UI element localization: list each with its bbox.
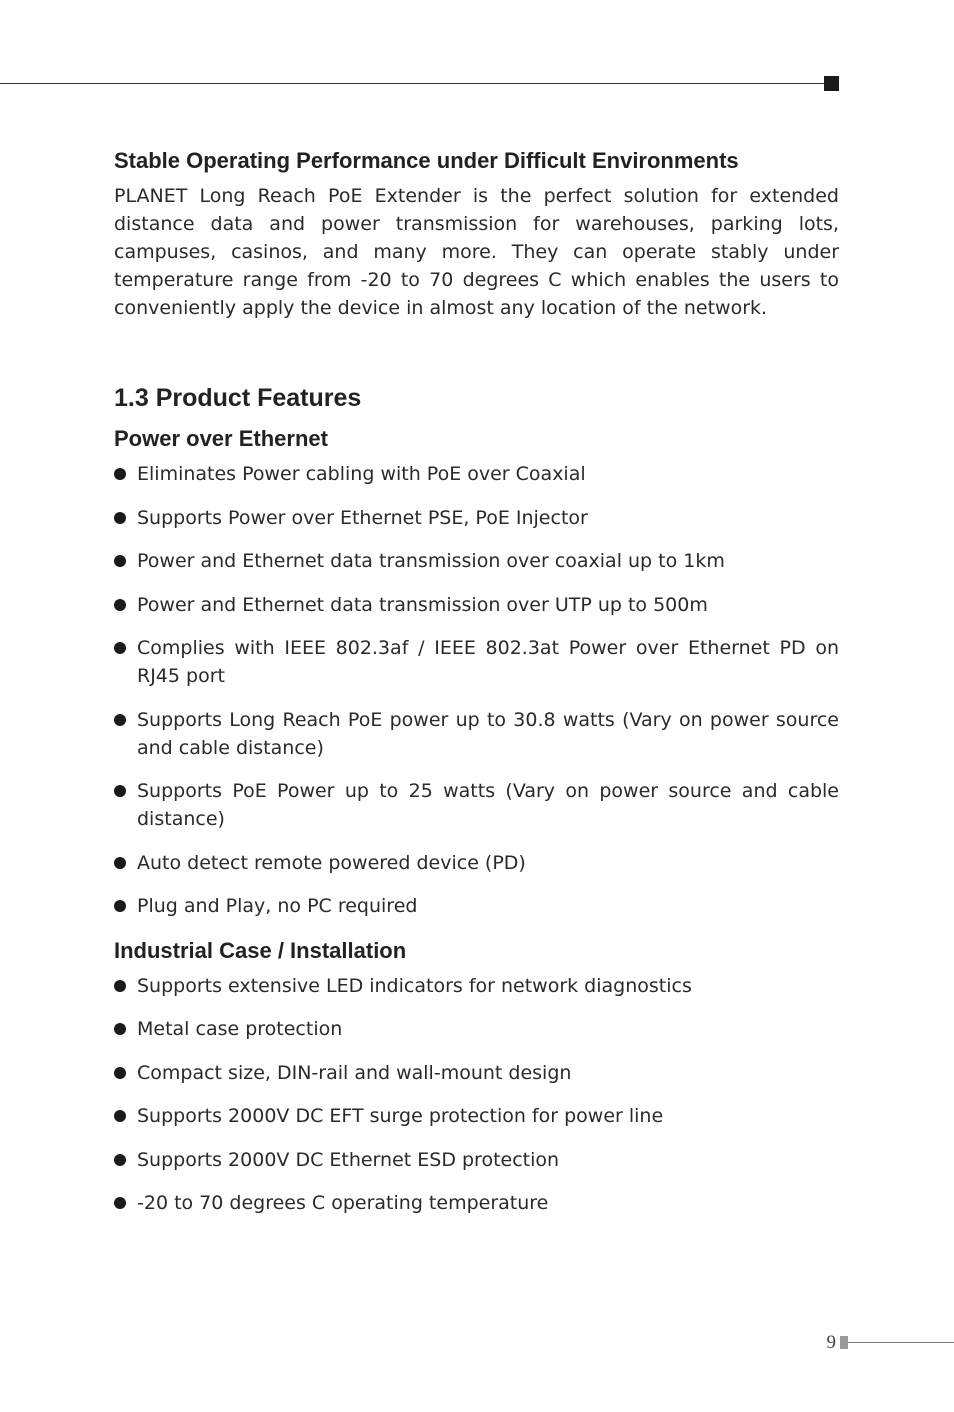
list-item-text: Supports Power over Ethernet PSE, PoE Injector (137, 506, 588, 529)
list-item (114, 892, 839, 920)
list-item (114, 849, 839, 877)
stable-performance-heading: Stable Operating Performance under Difficult Environments (114, 148, 739, 173)
footer-rule (848, 1342, 954, 1343)
list-item-text: Supports Long Reach PoE power up to 30.8 watts (Vary on power source and cable distance) (137, 708, 839, 759)
list-item (114, 460, 839, 488)
bullet-icon (114, 900, 126, 912)
list-item-text: -20 to 70 degrees C operating temperature (137, 1192, 549, 1214)
list-item (114, 777, 839, 833)
list-item (114, 706, 839, 762)
list-item (114, 972, 839, 1000)
list-item-text: Complies with IEEE 802.3af / IEEE 802.3at Power over Ethernet PD on RJ45 port (137, 637, 839, 687)
bullet-icon (114, 714, 126, 726)
bullet-icon (114, 512, 126, 524)
stable-performance-paragraph: PLANET Long Reach PoE Extender is the perfect solution for extended distance data and power transmission for warehouses, parking lots, campuses, casinos, and many more. They can operate stably under temperature range from -20 to 70 degrees C which enables the users to conveniently apply the device in almost any location of the network. (114, 185, 839, 319)
industrial-heading: Industrial Case / Installation (114, 937, 407, 963)
list-item-text: Power and Ethernet data transmission over coaxial up to 1km (137, 550, 725, 572)
bullet-icon (114, 642, 126, 654)
poe-feature-list (114, 460, 839, 920)
list-item-text: Supports 2000V DC Ethernet ESD protection (137, 1148, 560, 1171)
header-square-marker (824, 76, 839, 91)
list-item (114, 1146, 839, 1174)
header-rule (0, 83, 824, 84)
list-item (114, 1015, 839, 1043)
list-item (114, 1102, 839, 1130)
list-item-text: Supports extensive LED indicators for network diagnostics (137, 974, 692, 997)
page-number: 9 (826, 1332, 836, 1353)
list-item-text: Compact size, DIN-rail and wall-mount design (137, 1061, 572, 1084)
bullet-icon (114, 1023, 126, 1035)
page-content (114, 146, 839, 1233)
bullet-icon (114, 785, 126, 797)
list-item (114, 634, 839, 690)
list-item-text: Eliminates Power cabling with PoE over Coaxial (137, 463, 586, 485)
bullet-icon (114, 857, 126, 869)
bullet-icon (114, 468, 126, 480)
bullet-icon (114, 1197, 126, 1209)
bullet-icon (114, 599, 126, 611)
list-item (114, 504, 839, 532)
list-item-text: Plug and Play, no PC required (137, 895, 418, 917)
list-item-text: Metal case protection (137, 1018, 343, 1040)
footer-square-marker (840, 1336, 848, 1349)
bullet-icon (114, 1067, 126, 1079)
list-item-text: Supports PoE Power up to 25 watts (Vary on power source and cable distance) (137, 780, 839, 830)
list-item (114, 591, 839, 619)
bullet-icon (114, 1110, 126, 1122)
list-item-text: Auto detect remote powered device (PD) (137, 851, 526, 874)
list-item (114, 1189, 839, 1217)
list-item (114, 1059, 839, 1087)
industrial-feature-list (114, 972, 839, 1218)
list-item-text: Supports 2000V DC EFT surge protection for power line (137, 1105, 664, 1127)
list-item-text: Power and Ethernet data transmission over UTP up to 500m (137, 593, 708, 616)
bullet-icon (114, 555, 126, 567)
list-item (114, 547, 839, 575)
bullet-icon (114, 1154, 126, 1166)
product-features-title: 1.3 Product Features (114, 384, 362, 412)
poe-heading: Power over Ethernet (114, 426, 328, 451)
bullet-icon (114, 980, 126, 992)
